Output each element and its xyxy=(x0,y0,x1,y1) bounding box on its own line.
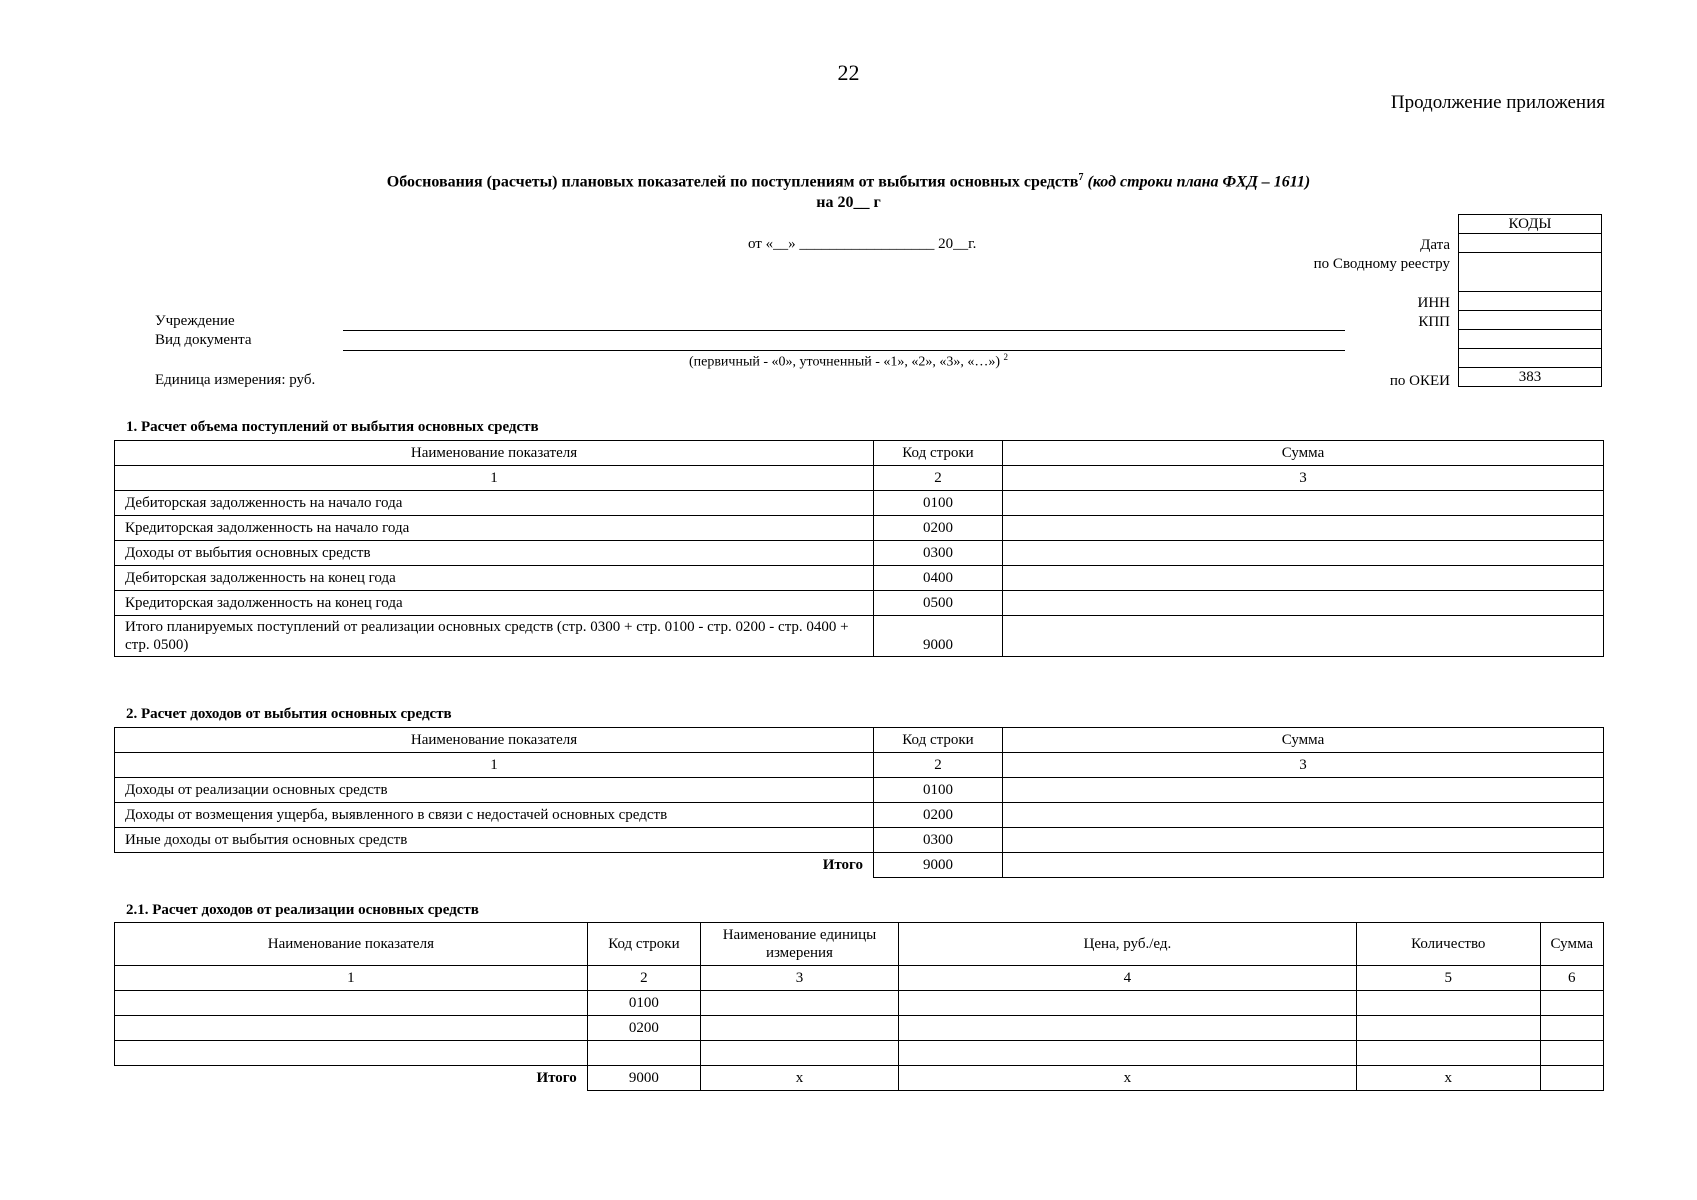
s21-total-sum[interactable] xyxy=(1540,1066,1603,1091)
s21-row-sum[interactable] xyxy=(1540,1016,1603,1041)
s1-row-code: 0300 xyxy=(874,541,1003,566)
table-row xyxy=(115,1016,1604,1041)
s2-row-name: Доходы от возмещения ущерба, выявленного в связи с недостачей основных средств xyxy=(115,803,874,828)
s21-row-name[interactable] xyxy=(115,1041,588,1066)
s21-total-code: 9000 xyxy=(587,1066,700,1091)
table-row xyxy=(115,991,1604,1016)
s21-header-code: Код строки xyxy=(587,923,700,966)
s21-header-name: Наименование показателя xyxy=(115,923,588,966)
table-row-total xyxy=(115,853,1604,878)
s2-row-name: Иные доходы от выбытия основных средств xyxy=(115,828,874,853)
s21-colnum-1: 1 xyxy=(115,966,588,991)
s21-total-unit: x xyxy=(701,1066,899,1091)
table-row xyxy=(115,541,1604,566)
code-label-okei: по ОКЕИ xyxy=(1389,373,1450,389)
s1-row-code: 9000 xyxy=(874,616,1003,657)
section21-title: 2.1. Расчет доходов от реализации основных средств xyxy=(126,902,479,918)
s2-total-code: 9000 xyxy=(874,853,1003,878)
s21-header-qty: Количество xyxy=(1356,923,1540,966)
s21-colnum-2: 2 xyxy=(587,966,700,991)
s2-total-sum[interactable] xyxy=(1003,853,1604,878)
s21-colnum-3: 3 xyxy=(701,966,899,991)
table-row xyxy=(115,591,1604,616)
s21-row-price[interactable] xyxy=(898,991,1356,1016)
s2-header-code: Код строки xyxy=(874,728,1003,753)
s21-row-code xyxy=(587,1041,700,1066)
s1-row-sum[interactable] xyxy=(1003,566,1604,591)
unit-label: Единица измерения: руб. xyxy=(155,372,316,388)
code-cell-blank[interactable] xyxy=(1459,330,1602,349)
s2-colnum-1: 1 xyxy=(115,753,874,778)
s1-row-name: Дебиторская задолженность на конец года xyxy=(115,566,874,591)
doc-type-note xyxy=(0,352,1697,371)
code-cell-date[interactable] xyxy=(1459,234,1602,253)
s21-colnum-4: 4 xyxy=(898,966,1356,991)
table-row xyxy=(115,616,1604,657)
s21-header-price: Цена, руб./ед. xyxy=(898,923,1356,966)
code-cell-kpp[interactable] xyxy=(1459,311,1602,330)
s21-row-unit[interactable] xyxy=(701,1041,899,1066)
s1-header-code: Код строки xyxy=(874,441,1003,466)
s1-row-name: Кредиторская задолженность на начало года xyxy=(115,516,874,541)
s2-row-sum[interactable] xyxy=(1003,828,1604,853)
s2-colnum-3: 3 xyxy=(1003,753,1604,778)
table-row xyxy=(115,828,1604,853)
s2-row-name: Доходы от реализации основных средств xyxy=(115,778,874,803)
s2-row-code: 0300 xyxy=(874,828,1003,853)
s1-row-code: 0500 xyxy=(874,591,1003,616)
s21-row-sum[interactable] xyxy=(1540,1041,1603,1066)
s1-row-sum[interactable] xyxy=(1003,591,1604,616)
s1-colnum-1: 1 xyxy=(115,466,874,491)
s1-header-sum: Сумма xyxy=(1003,441,1604,466)
s1-row-name: Итого планируемых поступлений от реализации основных средств (стр. 0300 + стр. 0100 - стр. 0200 - стр. 0400 + стр. 0500) xyxy=(115,616,874,657)
section1-table xyxy=(114,440,1604,657)
code-label-registry: по Сводному реестру xyxy=(1313,256,1450,272)
institution-label: Учреждение xyxy=(155,313,235,329)
table-row xyxy=(115,491,1604,516)
table-row xyxy=(115,516,1604,541)
s21-row-unit[interactable] xyxy=(701,1016,899,1041)
s21-total-qty: x xyxy=(1356,1066,1540,1091)
s1-row-name: Доходы от выбытия основных средств xyxy=(115,541,874,566)
s2-row-sum[interactable] xyxy=(1003,803,1604,828)
s2-row-code: 0200 xyxy=(874,803,1003,828)
s1-colnum-3: 3 xyxy=(1003,466,1604,491)
s21-row-sum[interactable] xyxy=(1540,991,1603,1016)
code-cell-inn[interactable] xyxy=(1459,292,1602,311)
s21-row-code: 0200 xyxy=(587,1016,700,1041)
doc-type-label: Вид документа xyxy=(155,332,252,348)
code-label-date: Дата xyxy=(1420,237,1450,253)
s21-row-name[interactable] xyxy=(115,991,588,1016)
s21-total-price: x xyxy=(898,1066,1356,1091)
s1-row-code: 0200 xyxy=(874,516,1003,541)
title-footnote-mark: 7 xyxy=(1078,172,1084,183)
s1-row-code: 0100 xyxy=(874,491,1003,516)
s1-header-name: Наименование показателя xyxy=(115,441,874,466)
table-row xyxy=(115,803,1604,828)
section2-title: 2. Расчет доходов от выбытия основных средств xyxy=(126,706,452,722)
document-title xyxy=(0,172,1697,191)
s2-row-code: 0100 xyxy=(874,778,1003,803)
table-row xyxy=(115,566,1604,591)
s21-row-qty[interactable] xyxy=(1356,1016,1540,1041)
s21-row-code: 0100 xyxy=(587,991,700,1016)
table-row xyxy=(115,778,1604,803)
title-code-note: (код строки плана ФХД – 1611) xyxy=(1087,173,1311,191)
doc-type-note-text: (первичный - «0», уточненный - «1», «2», «3», «…») xyxy=(688,354,1001,370)
code-cell-okei: 383 xyxy=(1459,368,1602,387)
s2-header-sum: Сумма xyxy=(1003,728,1604,753)
s21-header-unit: Наименование единицы измерения xyxy=(701,923,899,966)
s2-colnum-2: 2 xyxy=(874,753,1003,778)
doc-type-field[interactable] xyxy=(343,350,1345,351)
s21-total-label: Итого xyxy=(115,1066,588,1091)
page-number: 22 xyxy=(837,60,860,85)
s21-row-price[interactable] xyxy=(898,1016,1356,1041)
continuation-label: Продолжение приложения xyxy=(1390,92,1605,113)
s2-total-label: Итого xyxy=(115,853,874,878)
institution-field[interactable] xyxy=(343,330,1345,331)
section1-title: 1. Расчет объема поступлений от выбытия основных средств xyxy=(126,419,539,435)
s21-colnum-6: 6 xyxy=(1540,966,1603,991)
s1-row-name: Дебиторская задолженность на начало года xyxy=(115,491,874,516)
title-main: Обоснования (расчеты) плановых показателей по поступлениям от выбытия основных средств xyxy=(386,173,1079,191)
s21-row-price[interactable] xyxy=(898,1041,1356,1066)
s1-row-code: 0400 xyxy=(874,566,1003,591)
s1-row-sum[interactable] xyxy=(1003,541,1604,566)
s1-row-sum[interactable] xyxy=(1003,491,1604,516)
section2-table xyxy=(114,727,1604,878)
section21-table xyxy=(114,922,1604,1091)
date-line: от «__» __________________ 20__г. xyxy=(748,236,977,252)
s2-row-sum[interactable] xyxy=(1003,778,1604,803)
s21-row-unit[interactable] xyxy=(701,991,899,1016)
s1-row-sum[interactable] xyxy=(1003,616,1604,657)
s21-colnum-5: 5 xyxy=(1356,966,1540,991)
code-label-inn: ИНН xyxy=(1417,295,1450,311)
s21-header-sum: Сумма xyxy=(1540,923,1603,966)
s21-row-qty[interactable] xyxy=(1356,1041,1540,1066)
s1-row-name: Кредиторская задолженность на конец года xyxy=(115,591,874,616)
s1-row-sum[interactable] xyxy=(1003,516,1604,541)
code-label-kpp: КПП xyxy=(1418,314,1450,330)
table-row-total xyxy=(115,1066,1604,1091)
s21-row-qty[interactable] xyxy=(1356,991,1540,1016)
title-year-line: на 20__ г xyxy=(816,194,881,211)
table-row xyxy=(115,1041,1604,1066)
s1-colnum-2: 2 xyxy=(874,466,1003,491)
s2-header-name: Наименование показателя xyxy=(115,728,874,753)
codes-header: КОДЫ xyxy=(1459,215,1602,234)
doc-type-note-mark: 2 xyxy=(1003,352,1009,362)
s21-row-name[interactable] xyxy=(115,1016,588,1041)
code-cell-registry[interactable] xyxy=(1459,253,1602,292)
